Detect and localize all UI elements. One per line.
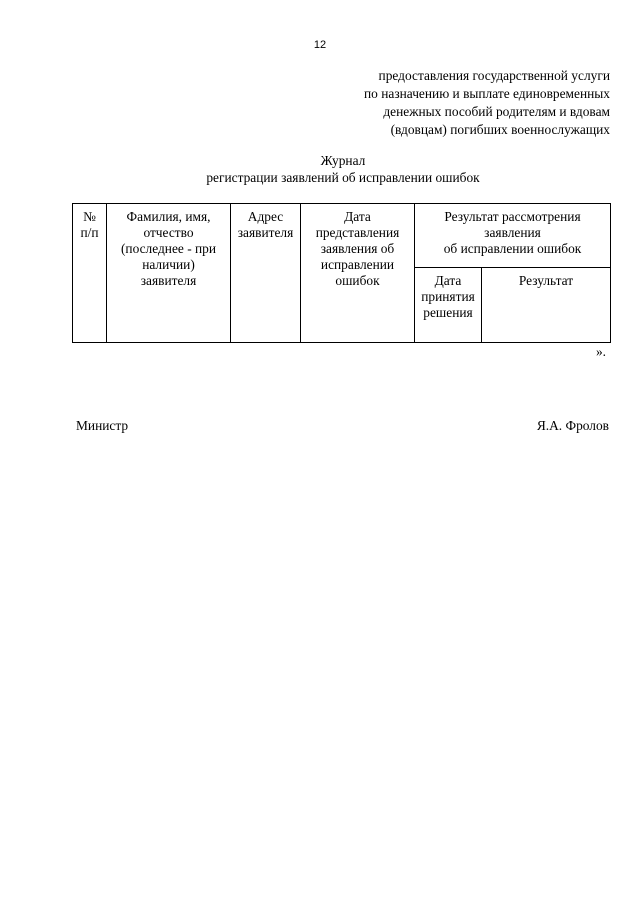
header-text: заявителя bbox=[140, 273, 197, 288]
header-cell-decision-date bbox=[415, 268, 482, 343]
header-line: (вдовцам) погибших военнослужащих bbox=[390, 122, 610, 137]
header-text: Адрес bbox=[247, 209, 284, 224]
header-text: решения bbox=[423, 305, 473, 320]
header-text: Результат bbox=[518, 273, 574, 288]
header-line: денежных пособий родителям и вдовам bbox=[383, 104, 610, 119]
header-text: отчество bbox=[143, 225, 194, 240]
document-header bbox=[310, 67, 610, 139]
header-cell-result bbox=[482, 268, 611, 343]
header-cell-address bbox=[231, 204, 301, 343]
header-text: Дата bbox=[434, 273, 462, 288]
signature-position: Министр bbox=[76, 418, 129, 433]
page-number: 12 bbox=[313, 39, 327, 51]
header-cell-date-submitted bbox=[301, 204, 415, 343]
header-text: ошибок bbox=[335, 273, 380, 288]
journal-subtitle: регистрации заявлений об исправлении ошибок bbox=[206, 170, 480, 185]
header-text: № bbox=[83, 209, 96, 224]
header-text: представления bbox=[315, 225, 400, 240]
header-text: наличии) bbox=[142, 257, 195, 272]
journal-table bbox=[72, 203, 611, 343]
header-text: Результат рассмотрения bbox=[444, 209, 581, 224]
header-text: принятия bbox=[421, 289, 475, 304]
header-text: исправлении bbox=[320, 257, 395, 272]
header-text: п/п bbox=[80, 225, 99, 240]
closing-quote: ». bbox=[595, 344, 606, 359]
journal-title: Журнал bbox=[320, 153, 366, 168]
header-text: об исправлении ошибок bbox=[443, 241, 582, 256]
header-text: заявителя bbox=[237, 225, 294, 240]
header-text: Дата bbox=[344, 209, 371, 224]
signature-name: Я.А. Фролов bbox=[536, 418, 609, 433]
header-cell-result-group bbox=[415, 204, 611, 268]
header-line: предоставления государственной услуги bbox=[378, 68, 610, 83]
header-text: заявления об bbox=[320, 241, 395, 256]
header-text: заявления bbox=[484, 225, 541, 240]
header-text: Фамилия, имя, bbox=[126, 209, 211, 224]
header-line: по назначению и выплате единовременных bbox=[364, 86, 610, 101]
header-cell-number bbox=[73, 204, 107, 343]
header-text: (последнее - при bbox=[120, 241, 217, 256]
header-cell-fullname bbox=[107, 204, 231, 343]
